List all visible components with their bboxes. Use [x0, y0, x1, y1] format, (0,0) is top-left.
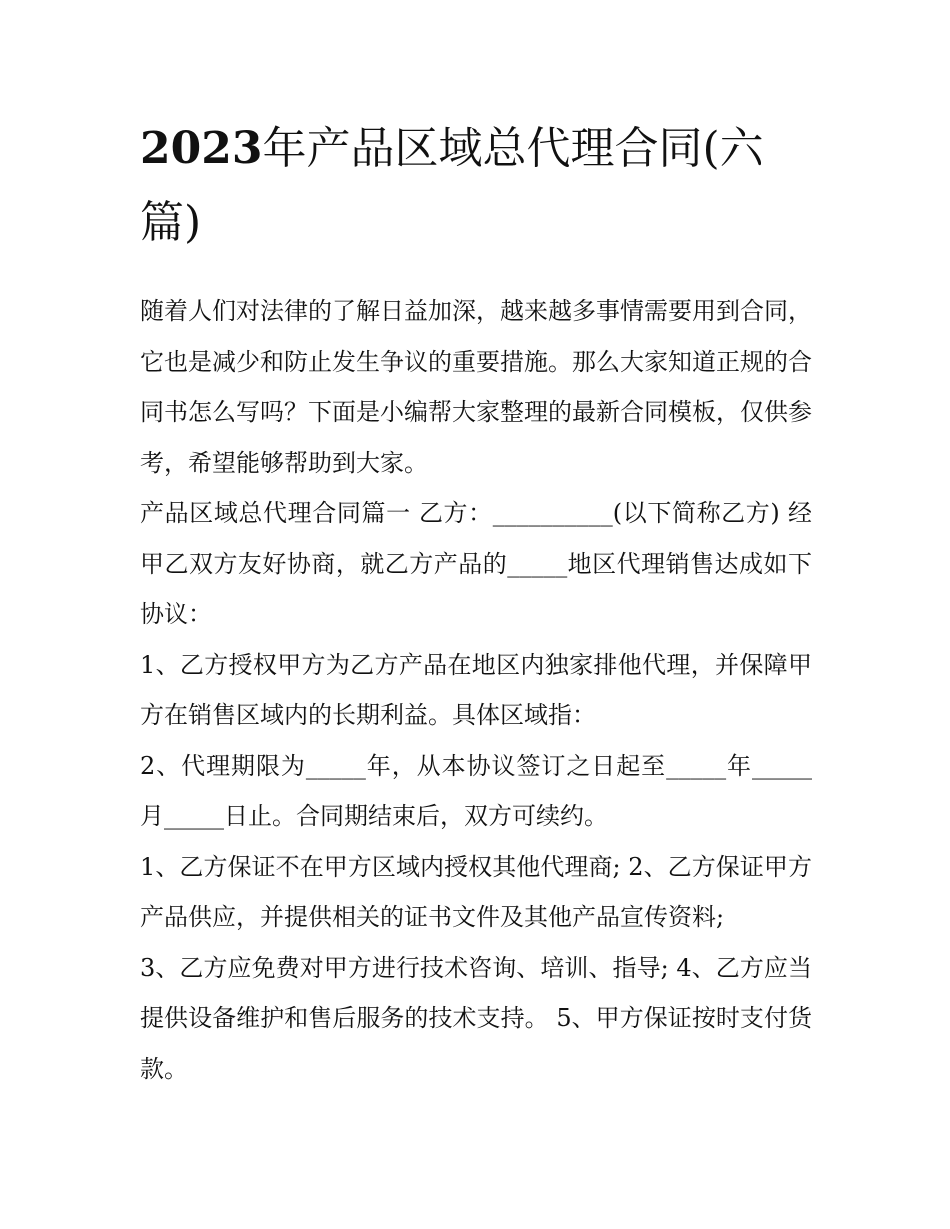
title-year: 2023 — [140, 123, 263, 174]
paragraph-clause-2: 2、代理期限为_____年，从本协议签订之日起至_____年_____月_____日止。合同期结束后，双方可续约。 — [140, 751, 812, 830]
paragraph-intro: 随着人们对法律的了解日益加深，越来越多事情需要用到合同，它也是减少和防止发生争议的重要措施。那么大家知道正规的合同书怎么写吗？下面是小编帮大家整理的最新合同模板，仅供参考，希望能够帮助到大家。 — [140, 297, 812, 477]
document-page — [140, 112, 812, 1094]
document-title — [140, 112, 812, 260]
paragraph-contract-opening: 产品区域总代理合同篇一 乙方：__________(以下简称乙方) 经甲乙双方友好协商，就乙方产品的_____地区代理销售达成如下协议： — [140, 499, 812, 628]
paragraph-obligations-1: 1、乙方保证不在甲方区域内授权其他代理商; 2、乙方保证甲方产品供应，并提供相关的证书文件及其他产品宣传资料; — [140, 852, 812, 931]
paragraph-obligations-2: 3、乙方应免费对甲方进行技术咨询、培训、指导; 4、乙方应当提供设备维护和售后服务的技术支持。 5、甲方保证按时支付货款。 — [140, 953, 812, 1083]
paragraph-clause-1: 1、乙方授权甲方为乙方产品在地区内独家排他代理，并保障甲方在销售区域内的长期利益。具体区域指： — [140, 650, 812, 729]
title-text: 年产品区域总代理合同(六篇) — [140, 123, 764, 248]
document-body — [140, 286, 812, 1094]
